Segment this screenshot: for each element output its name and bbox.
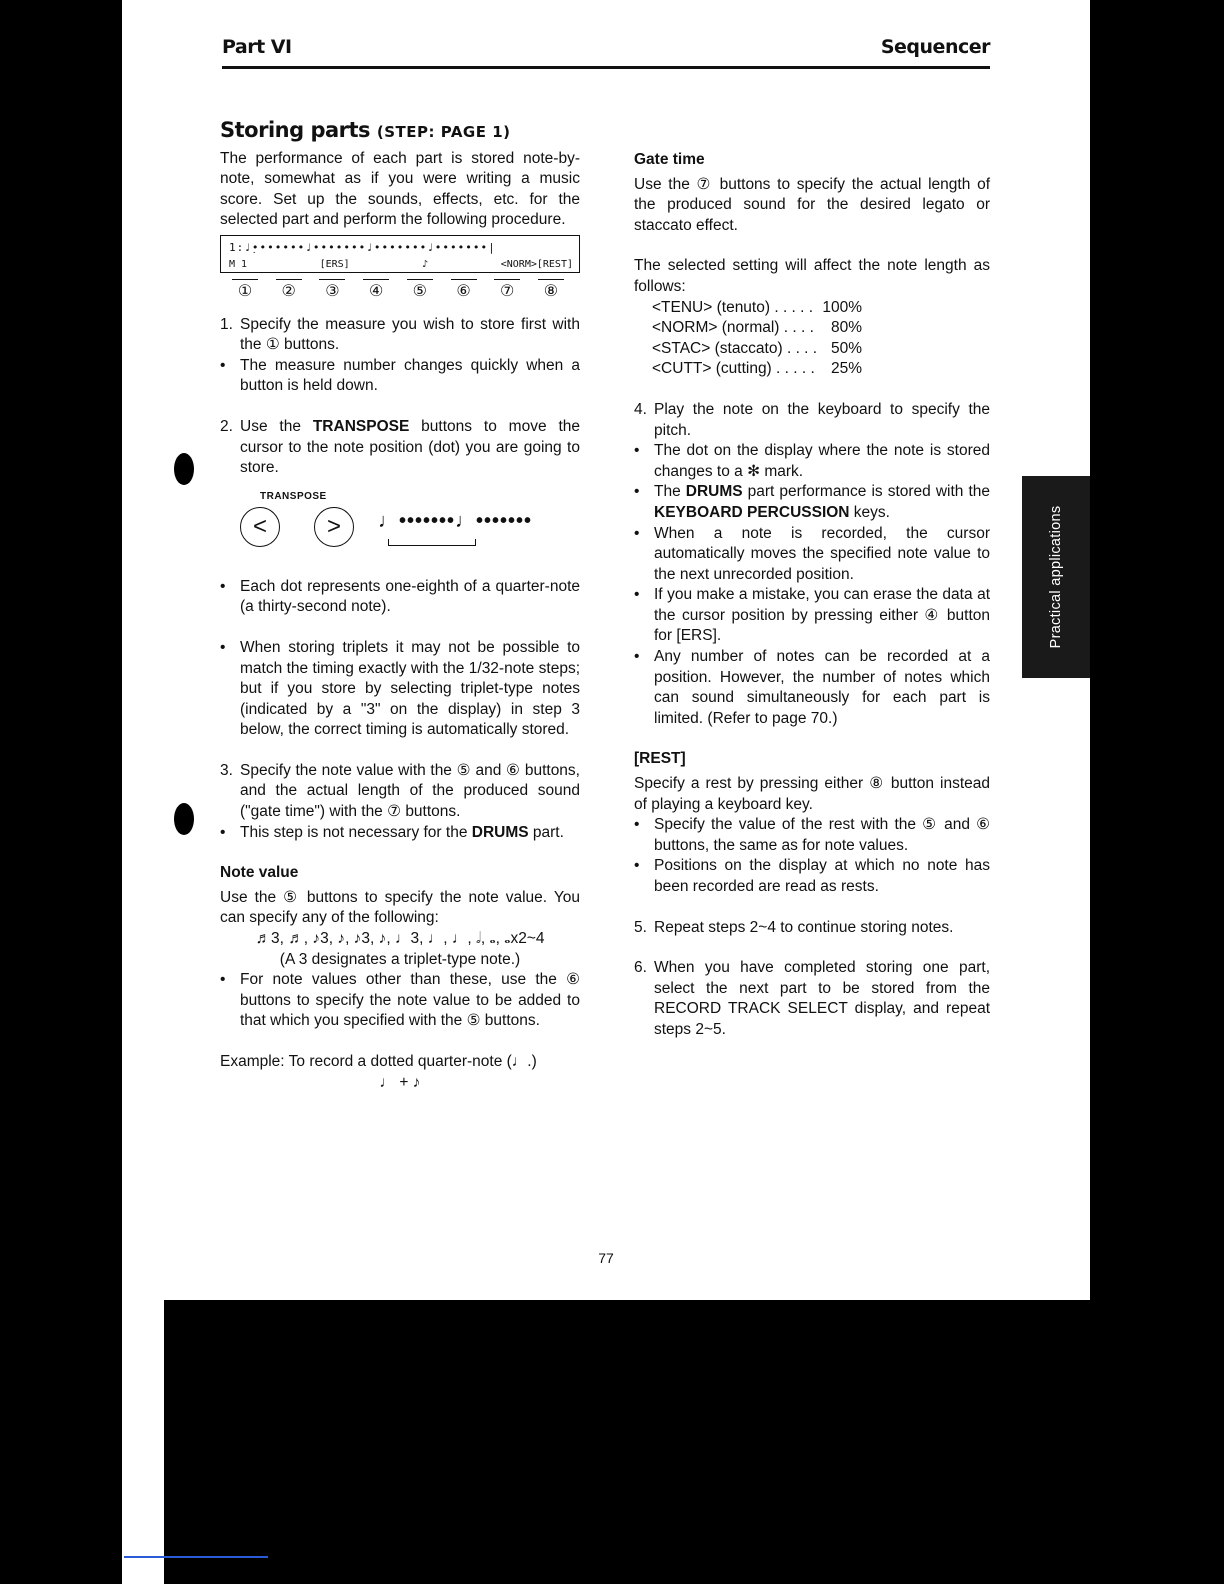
intro-paragraph: The performance of each part is stored note-by-note, somewhat as if you were writing a music score. Set up the sounds, effects, etc. for the selected part and perform the following procedure. [220,149,580,229]
step-number: 4. [634,400,647,418]
step-text: Play the note on the keyboard to specify the pitch. [654,400,990,439]
lcd-top-row: 1:♩̣•••••••♩•••••••♩•••••••♩•••••••| [229,240,496,254]
lcd-gate-rest: <NORM>[REST] [500,258,573,270]
lcd-bottom-row [229,255,573,276]
rest-text: Specify a rest by pressing either ⑧ button instead of playing a keyboard key. [634,775,990,813]
scrollbar-indicator [124,1556,268,1558]
list-item: • Specify the value of the rest with the ⑤ and ⑥ buttons, the same as for note values. [634,815,990,856]
list-item: • Positions on the display at which no note has been recorded are read as rests. [634,856,990,897]
transpose-label: TRANSPOSE [260,490,327,502]
step-2 [220,417,580,479]
step-3 [220,761,580,823]
lcd-measure: M 1 [229,258,248,270]
section-title-main: Storing parts [220,118,371,142]
bullet-icon: • [220,971,226,989]
paper [122,0,1090,1300]
lcd-button-row [220,273,580,303]
bullet-icon: • [634,483,640,501]
section-title [220,120,580,143]
transpose-left-button[interactable]: < [240,507,280,547]
step-5 [634,918,990,939]
header-chapter: Sequencer [880,36,990,58]
bullet-icon: • [220,638,226,656]
lcd-button-7[interactable]: ⑦ [494,279,520,303]
bullet-icon: • [220,577,226,595]
list-item: • The dot on the display where the note is stored changes to a ✻ mark. [634,441,990,482]
side-tab-label: Practical applications [1048,505,1064,649]
transpose-note-dots: ♩•••••••♩••••••• [378,509,533,532]
step-text: Use the TRANSPOSE buttons to move the cursor to the note position (dot) you are going to store. [240,417,580,477]
lcd-display [220,235,580,273]
gate-time-text: Use the ⑦ buttons to specify the actual length of the produced sound for the desired legato or staccato effect. [634,175,990,234]
note-value-list: ♬3, ♬, ♪3, ♪, ♪3, ♪, ♩3, ♩, ♩, 𝅗𝅥, 𝅝, 𝅝x2~4 [255,930,545,948]
step-text: Repeat steps 2~4 to continue storing notes. [654,918,954,936]
step-text: Specify the measure you wish to store first with the ① buttons. [240,315,580,354]
lcd-ers: [ERS] [319,258,350,270]
bullet-icon: • [634,586,640,604]
bullet-icon: • [220,823,226,841]
page [122,0,1090,1584]
header-part: Part VI [222,36,292,58]
list-item: • Any number of notes can be recorded at a position. However, the number of notes which can sound simultaneously for each part is limited. (Refer to page 70.) [634,647,990,729]
bullet-icon: • [634,524,640,542]
bullet-icon: • [634,816,640,834]
list-item: • When a note is recorded, the cursor automatically moves the specified note value to the next unrecorded position. [634,524,990,586]
binder-hole [174,803,194,835]
bullet-icon: • [634,648,640,666]
table-row: <CUTT> (cutting) . . . . . 25% [652,360,862,378]
transpose-bracket [388,539,476,546]
rest-heading: [REST] [634,750,686,768]
table-row: <STAC> (staccato) . . . . 50% [652,339,862,357]
example-text: Example: To record a dotted quarter-note (♩.) [220,1053,537,1070]
gate-time-table [634,298,990,380]
gate-time-heading: Gate time [634,151,705,168]
binder-hole [174,453,194,485]
header-rule [222,66,990,69]
section-title-step: (STEP: PAGE 1) [376,123,511,141]
step-text: When you have completed storing one part, select the next part to be stored from the RECORD TRACK SELECT display, and repeat steps 2~5. [654,959,990,1038]
step-6 [634,958,990,1040]
step-number: 5. [634,918,647,936]
gate-time-text2: The selected setting will affect the note length as follows: [634,257,990,295]
lcd-button-8[interactable]: ⑧ [538,279,564,303]
step-number: 2. [220,417,233,435]
transpose-figure [220,487,580,565]
list-item: • For note values other than these, use the ⑥ buttons to specify the note value to be added to that which you specified with the ⑤ buttons. [220,970,580,1032]
list-item: • The measure number changes quickly when a button is held down. [220,356,580,397]
lcd-button-5[interactable]: ⑤ [407,279,433,303]
list-item: • The DRUMS part performance is stored with the KEYBOARD PERCUSSION keys. [634,482,990,523]
right-column [634,150,990,1041]
step-number: 6. [634,959,647,977]
step-number: 1. [220,315,233,333]
list-item: • When storing triplets it may not be possible to match the timing exactly with the 1/32-note steps; but if you store by selecting triplet-type notes (indicated by a "3" on the display) in step 3 below, the correct timing is automatically stored. [220,638,580,741]
list-item: • This step is not necessary for the DRUMS part. [220,823,580,844]
lcd-button-1[interactable]: ① [232,279,258,303]
list-item: • Each dot represents one-eighth of a quarter-note (a thirty-second note). [220,577,580,618]
step-4 [634,400,990,441]
bullet-icon: • [220,356,226,374]
table-row: <NORM> (normal) . . . . 80% [652,319,862,337]
note-value-text: Use the ⑤ buttons to specify the note value. You can specify any of the following: [220,888,580,927]
side-tab [1022,476,1090,678]
page-number: 77 [598,1250,614,1266]
example-formula: ♩ + ♪ [379,1073,421,1091]
lcd-note-icon: ♪ [422,258,429,270]
table-row: <TENU> (tenuto) . . . . . 100% [652,298,862,316]
list-item: • If you make a mistake, you can erase the data at the cursor position by pressing either ④ button for [ERS]. [634,585,990,647]
step-number: 3. [220,761,233,779]
note-value-heading: Note value [220,864,299,882]
bullet-icon: • [634,857,640,875]
step-text: Specify the note value with the ⑤ and ⑥ buttons, and the actual length of the produced sound ("gate time") with the ⑦ buttons. [240,761,580,821]
transpose-right-button[interactable]: > [314,507,354,547]
lcd-button-2[interactable]: ② [276,279,302,303]
lcd-button-6[interactable]: ⑥ [451,279,477,303]
step-1 [220,315,580,356]
note-value-triplet: (A 3 designates a triplet-type note.) [279,950,521,968]
left-column [220,120,580,1093]
bullet-icon: • [634,442,640,460]
lcd-button-3[interactable]: ③ [319,279,345,303]
paper-edge [122,1300,164,1584]
lcd-button-4[interactable]: ④ [363,279,389,303]
